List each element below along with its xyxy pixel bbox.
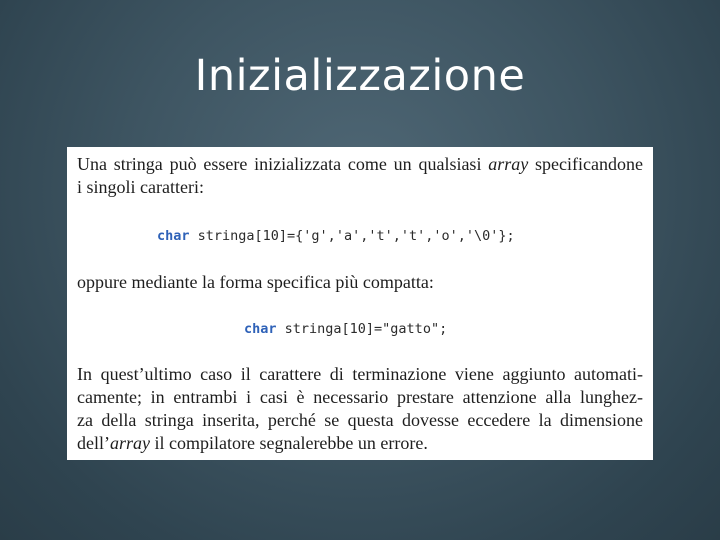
code2-keyword: char xyxy=(244,321,277,337)
note-paragraph xyxy=(77,363,643,455)
note-array-term: array xyxy=(110,433,150,453)
intro-line-2: i singoli caratteri: xyxy=(77,177,204,197)
note-line-2: camente; in entrambi i casi è necessario prestare attenzione alla lunghez- xyxy=(77,387,643,407)
intro-line-1-end: specificandone xyxy=(528,154,643,174)
slide-title: Inizializzazione xyxy=(194,51,526,101)
code1-body: stringa[10]={'g','a','t','t','o','\0'}; xyxy=(189,228,515,244)
note-line-1: In quest’ultimo caso il carattere di terminazione viene aggiunto automati- xyxy=(77,364,643,384)
content-box xyxy=(67,147,653,460)
intro-line-1-text: Una stringa può essere inizializzata come un qualsiasi xyxy=(77,154,489,174)
alternative-paragraph xyxy=(77,271,643,294)
note-line-3: za della stringa inserita, perché se questa dovesse eccedere la dimensione xyxy=(77,410,643,430)
note-line-4-start: dell’ xyxy=(77,433,110,453)
note-line-4 xyxy=(77,432,643,455)
intro-array-term: array xyxy=(488,154,529,174)
note-line-4-end: il compilatore segnalerebbe un errore. xyxy=(150,433,428,453)
code-example-array-init xyxy=(157,226,515,246)
intro-paragraph xyxy=(77,153,643,199)
intro-line-1 xyxy=(77,153,643,176)
code2-body: stringa[10]="gatto"; xyxy=(276,321,448,337)
code1-keyword: char xyxy=(157,228,190,244)
code-example-string-literal xyxy=(244,319,447,339)
alternative-text: oppure mediante la forma specifica più compatta: xyxy=(77,272,434,292)
